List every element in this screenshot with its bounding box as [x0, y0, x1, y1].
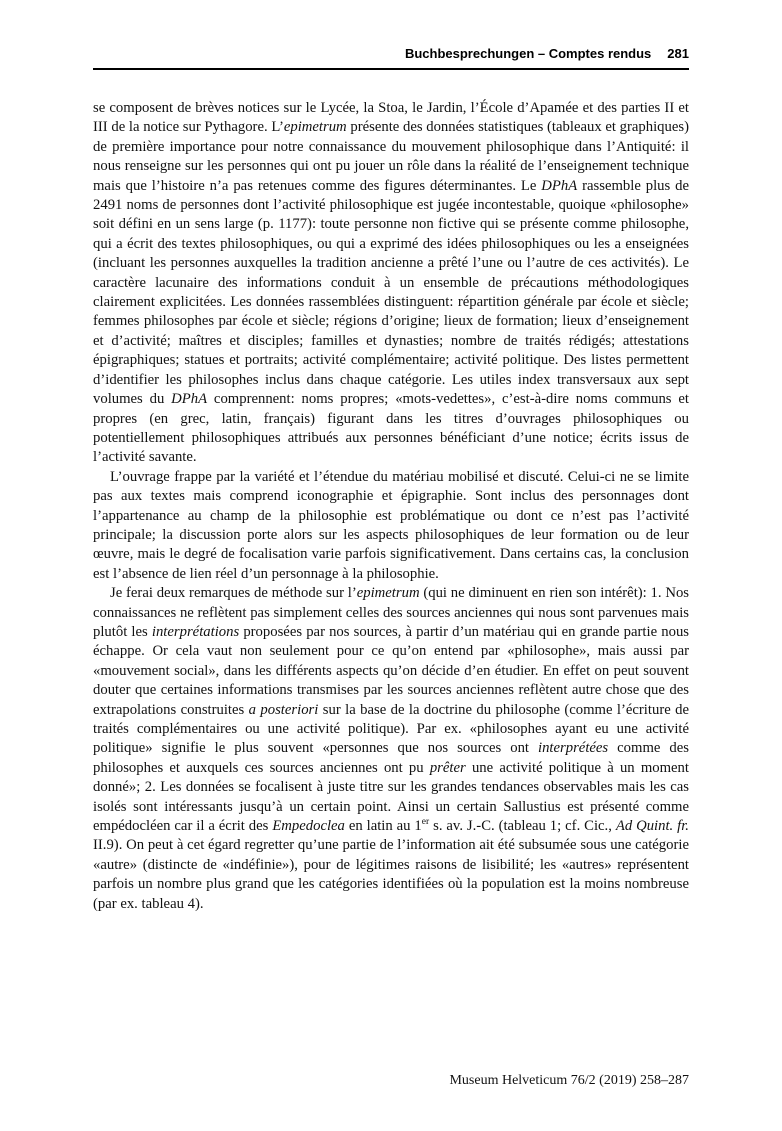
- section-title: Buchbesprechungen – Comptes rendus: [404, 46, 652, 61]
- text-run: II.9). On peut à cet égard regretter qu’une partie de l’information ait été subsumée sous une catégorie «autre» (distincte de «indéfinie»), pour de légitimes raisons de lisibilité; les «autres» représentent parfois un nombre plus grand que les catégories identifiées où la population est la moins nombreuse (par ex. tableau 4).: [93, 837, 689, 912]
- italic-run: epimetrum: [356, 585, 420, 602]
- journal-citation: Museum Helveticum 76/2 (2019) 258–287: [449, 1073, 689, 1088]
- text-run: (qui ne diminuent en rien son intérêt): 1. Nos connaissances ne reflètent pas simplement celles des sources anciennes qui nous sont parvenues mais plutôt les: [93, 585, 689, 640]
- text-run: une activité politique à un moment donné»; 2. Les données se focalisent à juste titre sur les grandes tendances observables mais les cas isolés sont intéressants jusqu’à un certain point. Ainsi un certain Sallustius est présenté comme empédocléen car il a écrit des: [93, 759, 689, 835]
- italic-run: DPhA: [171, 391, 208, 408]
- text-run: rassemble plus de 2491 noms de personnes dont l’activité philosophique est jugée incontestable, quoique «philosophe» soit défini en un sens large (p. 1177): toute personne non fictive qui se présente comme philosophe, qui a écrit des textes philosophiques, ou qui a exprimé des idées philosophiques ou les a enseignées (incluant les personnes auxquelles la tradition ancienne a prêté l’une ou l’autre de ces activités). Le caractère lacunaire des informations conduit à un ensemble de précautions méthodologiques clairement explicitées. Les données rassemblées distinguent: répartition générale par école et siècle; femmes philosophes par école et siècle; régions d’origine; lieux de formation; lieux d’enseignement et d’activité; maîtres et disciples; familles et dynasties; nombre de traités rédigés; attestations épigraphiques; statues et portraits; activité complémentaire; activité politique. Des listes permettent d’identifier les philosophes inclus dans chaque catégorie. Les utiles index transversaux aux sept volumes du: [93, 177, 689, 408]
- running-head: [93, 46, 689, 70]
- text-run: présente des données statistiques (tableaux et graphiques) de première importance pour notre connaissance du mouvement philosophique dans l’Antiquité: il nous renseigne sur les personnes qui ont pu jouer un rôle dans la réalité de l’enseignement technique mais que l’histoire n’a pas retenues comme des figures déterminantes. Le: [93, 119, 689, 194]
- text-run: L’ouvrage frappe par la variété et l’étendue du matériau mobilisé et discuté. Celui-ci ne se limite pas aux textes mais comprend iconographie et épigraphie. Sont inclus des personnages dont l’appartenance au champ de la philosophie est problématique ou dont ce n’est pas l’activité principale; la discussion porte alors sur les aspects philosophiques de leur formation ou de leur œuvre, mais le degré de focalisation varie parfois significativement. Dans certains cas, la conclusion est l’absence de lien réel d’un personnage à la philosophie.: [93, 468, 689, 582]
- text-run: s. av. J.-C. (tableau 1; cf. Cic.,: [429, 818, 616, 835]
- italic-run: prêter: [429, 759, 466, 776]
- superscript-run: er: [421, 817, 430, 828]
- text-run: proposées par nos sources, à partir d’un matériau qui en grande partie nous échappe. Or cela vaut non seulement pour ce qu’on entend par «philosophe», mais aussi par «mouvement social», dans les différents aspects qu’on décide d’en étudier. En effet on peut souvent douter que certaines informations transmises par les sources anciennes reflètent autre chose que des extrapolations construites: [93, 623, 689, 718]
- italic-run: a posteriori: [248, 701, 319, 718]
- italic-run: epimetrum: [283, 119, 347, 136]
- body-text: [93, 99, 689, 914]
- text-run: comme des philosophes et auxquels ces sources anciennes ont pu: [93, 740, 689, 776]
- paragraph: [93, 99, 689, 468]
- italic-run: interprétées: [538, 740, 609, 757]
- italic-run: DPhA: [541, 177, 578, 194]
- text-run: comprennent: noms propres; «mots-vedettes», c’est-à-dire noms communs et propres (en grec, latin, français) figurant dans les titres d’ouvrages philosophiques ou potentiellement philosophiques attribués aux personnes bénéficiant d’une notice; écrits issus de l’activité savante.: [93, 391, 689, 466]
- paragraph: [93, 584, 689, 914]
- text-run: en latin au 1: [344, 818, 422, 835]
- paragraph: [93, 468, 689, 584]
- page-number: 281: [667, 46, 689, 61]
- italic-run: Ad Quint. fr.: [615, 818, 689, 835]
- text-run: se composent de brèves notices sur le Lycée, la Stoa, le Jardin, l’École d’Apamée et des parties II et III de la notice sur Pythagore. L’: [93, 100, 689, 136]
- italic-run: Empedoclea: [272, 818, 345, 835]
- italic-run: interprétations: [151, 623, 240, 640]
- text-run: sur la base de la doctrine du philosophe (comme l’écriture de traités complémentaires ou une activité politique). Par ex. «philosophes ayant eu une activité politique» signifie le plus souvent «personnes que nos sources ont: [93, 701, 689, 757]
- text-run: Je ferai deux remarques de méthode sur l’: [110, 585, 357, 602]
